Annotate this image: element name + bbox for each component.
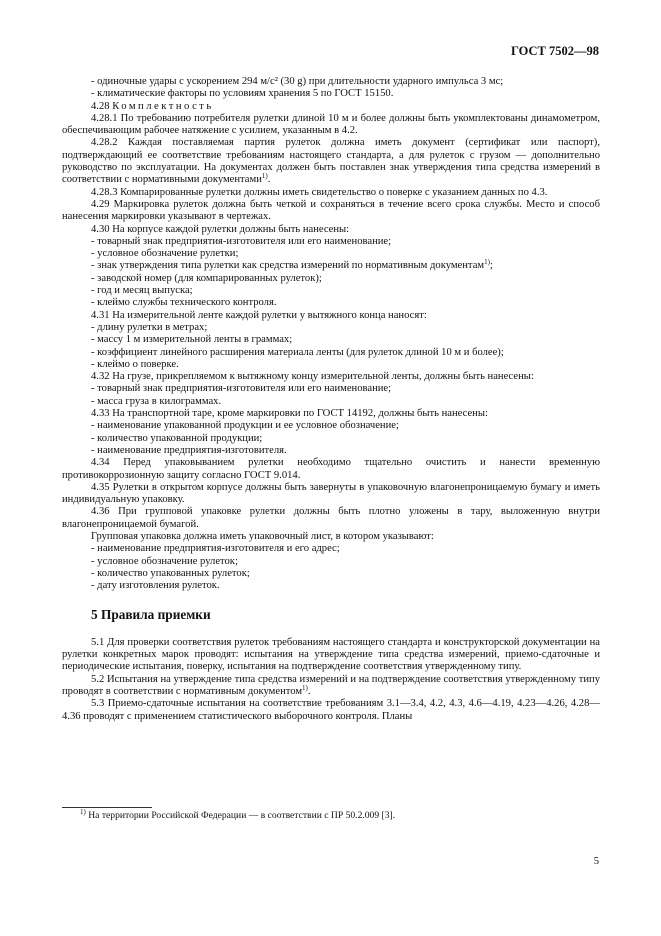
- section-title: 5 Правила приемки: [91, 607, 211, 623]
- paragraph: 4.35 Рулетки в открытом корпусе должны быть завернуты в упаковочную влагонепроницаемую бумагу и иметь индивидуальную упаковку.: [62, 481, 600, 506]
- document-body: [62, 76, 600, 723]
- list-item: - количество упакованной продукции;: [91, 432, 263, 444]
- paragraph: 4.36 При групповой упаковке рулетки должны быть плотно уложены в тару, выложенную внутри влагонепроницаемой бумагой.: [62, 506, 600, 530]
- list-item: - условное обозначение рулеток;: [91, 555, 238, 567]
- paragraph-text: 4.28.2 Каждая поставляемая партия рулеток должна иметь документ (сертификат или паспорт), подтверждающий ее соответствие требованиям настоящего стандарта, а для рулеток с грузом — дополнительно руководство по эксплуатации. На документах должен быть поставлен знак утверждения типа средства измерений в соответствии с нормативными документами: [62, 137, 600, 186]
- footnote-ref: 1): [484, 258, 490, 267]
- paragraph: 4.34 Перед упаковыванием рулетки необходимо тщательно очистить и нанести временную противокоррозионную защиту согласно ГОСТ 9.014.: [62, 457, 600, 481]
- page-number: 5: [593, 856, 599, 867]
- footnote-ref: 1): [261, 172, 268, 181]
- paragraph: 4.31 На измерительной ленте каждой рулетки у вытяжного конца наносят:: [91, 309, 427, 321]
- list-item: - знак утверждения типа рулетки как средства измерений по нормативным документам$^{1)}$;: [91, 258, 493, 272]
- paragraph: 4.29 Маркировка рулеток должна быть четкой и сохраняться в течение всего срока службы. Место и способ нанесения маркировки указывают в чертежах.: [62, 198, 600, 223]
- list-item-text: - знак утверждения типа рулетки как средства измерений по нормативным документам: [91, 260, 485, 272]
- paragraph: 5.3 Приемо-сдаточные испытания на соответствие требованиям 3.1—3.4, 4.2, 4.3, 4.6—4.19, 4.23—4.26, 4.28—4.36 проводят с применением статистического выборочного контроля. Планы: [62, 698, 600, 722]
- paragraph: Групповая упаковка должна иметь упаковочный лист, в котором указывают:: [91, 530, 434, 542]
- list-item: - одиночные удары с ускорением 294 м/с² (30 g) при длительности ударного импульса 3 мс;: [91, 76, 504, 87]
- paragraph: 4.30 На корпусе каждой рулетки должны быть нанесены:: [91, 223, 350, 235]
- paragraph: 4.32 На грузе, прикрепляемом к вытяжному концу измерительной ленты, должны быть нанесены:: [91, 371, 534, 383]
- paragraph: 4.33 На транспортной таре, кроме маркировки по ГОСТ 14192, должны быть нанесены:: [91, 408, 488, 420]
- list-item: - количество упакованных рулеток;: [91, 567, 250, 579]
- footnote-ref: 1): [302, 683, 308, 692]
- paragraph-text: 5.2 Испытания на утверждение типа средства измерений и на подтверждение соответствия утвержденному типу проводят в соответствии с нормативным документом: [62, 673, 600, 697]
- paragraph: 4.28.2 Каждая поставляемая партия рулеток должна иметь документ (сертификат или паспорт), подтверждающий ее соответствие требованиям настоящего стандарта, а для рулеток с грузом — дополнительно руководство по эксплуатации. На документах должен быть поставлен знак утверждения типа средства измерений в соответствии с нормативными документами$^{1)}$.: [62, 137, 600, 186]
- document-code: ГОСТ 7502—98: [510, 44, 599, 58]
- paragraph: 4.28.3 Компарированные рулетки должны иметь свидетельство о поверке с указанием данных по 4.3.: [91, 186, 548, 198]
- list-item: - массу 1 м измерительной ленты в граммах;: [91, 334, 293, 346]
- list-item: - наименование предприятия-изготовителя и его адрес;: [91, 543, 340, 555]
- clause-title: Комплектность: [112, 100, 214, 112]
- footnote-text: На территории Российской Федерации — в соответствии с ПР 50.2.009 [3].: [88, 810, 396, 821]
- list-item: - наименование предприятия-изготовителя.: [91, 444, 287, 456]
- list-item: - длину рулетки в метрах;: [91, 321, 208, 333]
- clause-number: 4.28: [91, 100, 110, 112]
- list-item: - дату изготовления рулеток.: [91, 580, 220, 592]
- list-item: - наименование упакованной продукции и ее условное обозначение;: [91, 420, 399, 432]
- clause-heading: [62, 101, 600, 113]
- list-item: - товарный знак предприятия-изготовителя или его наименование;: [91, 235, 392, 247]
- paragraph: 5.1 Для проверки соответствия рулеток требованиям настоящего стандарта и конструкторской документации на рулетки конкретных марок проводят: испытания на утверждение типа средства измерений, приемо-сдаточные и периодические испытания, поверку, испытания на подтверждение соответствия утвержденному типу.: [62, 636, 600, 673]
- footnote-divider: [62, 807, 152, 808]
- list-item: - климатические факторы по условиям хранения 5 по ГОСТ 15150.: [91, 88, 394, 100]
- footnote: [80, 810, 395, 822]
- list-item: - коэффициент линейного расширения материала ленты (для рулеток длиной 10 м и более);: [91, 346, 504, 358]
- paragraph: 4.28.1 По требованию потребителя рулетки длиной 10 м и более должны быть укомплектованы динамометром, обеспечивающим рабочее натяжение с усилием, указанным в 4.2.: [62, 112, 600, 137]
- list-item: - год и месяц выпуска;: [91, 285, 193, 297]
- list-item: - заводской номер (для компарированных рулеток);: [91, 272, 322, 284]
- list-item: - масса груза в килограммах.: [91, 395, 222, 407]
- list-item: - клеймо о поверке.: [91, 358, 179, 370]
- footnote-marker: 1): [80, 808, 86, 816]
- paragraph: 5.2 Испытания на утверждение типа средства измерений и на подтверждение соответствия утвержденному типу проводят в соответствии с нормативным документом$^{1)}$.: [62, 673, 600, 697]
- list-item: - клеймо службы технического контроля.: [91, 297, 277, 309]
- list-item: - товарный знак предприятия-изготовителя или его наименование;: [91, 383, 392, 395]
- list-item: - условное обозначение рулетки;: [91, 248, 239, 260]
